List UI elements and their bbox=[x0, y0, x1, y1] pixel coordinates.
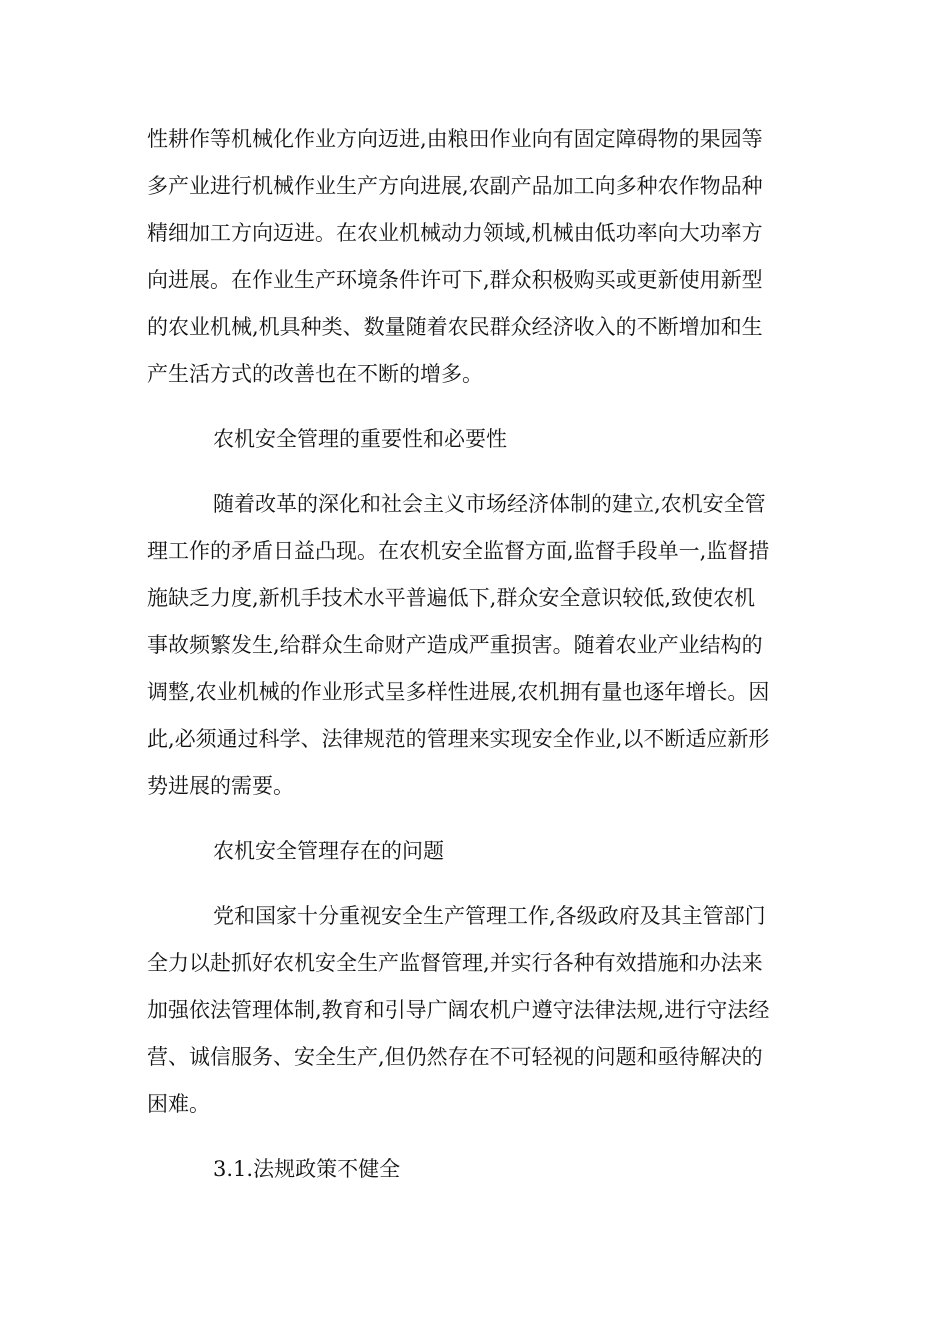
text-line: 向进展。在作业生产环境条件许可下,群众积极购买或更新使用新型 bbox=[147, 268, 763, 292]
text-line: 随着改革的深化和社会主义市场经济体制的建立,农机安全管 bbox=[213, 492, 766, 516]
paragraph bbox=[147, 116, 807, 398]
section-heading: 农机安全管理的重要性和必要性 bbox=[213, 427, 507, 451]
text-line: 党和国家十分重视安全生产管理工作,各级政府及其主管部门 bbox=[213, 904, 766, 928]
document-body bbox=[147, 116, 807, 1193]
text-line: 营、诚信服务、安全生产,但仍然存在不可轻视的问题和亟待解决的 bbox=[147, 1045, 763, 1069]
section-heading: 农机安全管理存在的问题 bbox=[213, 839, 444, 863]
text-line: 困难。 bbox=[147, 1092, 210, 1116]
paragraph bbox=[147, 893, 807, 1128]
text-line: 性耕作等机械化作业方向迈进,由粮田作业向有固定障碍物的果园等 bbox=[147, 127, 763, 151]
text-line: 的农业机械,机具种类、数量随着农民群众经济收入的不断增加和生 bbox=[147, 315, 763, 339]
text-line: 施缺乏力度,新机手技术水平普遍低下,群众安全意识较低,致使农机 bbox=[147, 586, 756, 610]
paragraph bbox=[147, 481, 807, 810]
text-line: 产生活方式的改善也在不断的增多。 bbox=[147, 362, 483, 386]
text-line: 理工作的矛盾日益凸现。在农机安全监督方面,监督手段单一,监督措 bbox=[147, 539, 770, 563]
text-line: 加强依法管理体制,教育和引导广阔农机户遵守法律法规,进行守法经 bbox=[147, 998, 770, 1022]
text-line: 精细加工方向迈进。在农业机械动力领域,机械由低功率向大功率方 bbox=[147, 221, 763, 245]
text-line: 多产业进行机械作业生产方向进展,农副产品加工向多种农作物品种 bbox=[147, 174, 763, 198]
text-line: 此,必须通过科学、法律规范的管理来实现安全作业,以不断适应新形 bbox=[147, 727, 770, 751]
text-line: 事故频繁发生,给群众生命财产造成严重损害。随着农业产业结构的 bbox=[147, 633, 763, 657]
text-line: 调整,农业机械的作业形式呈多样性进展,农机拥有量也逐年增长。因 bbox=[147, 680, 770, 704]
section-heading: 3.1.法规政策不健全 bbox=[213, 1157, 401, 1181]
text-line: 全力以赴抓好农机安全生产监督管理,并实行各种有效措施和办法来 bbox=[147, 951, 763, 975]
text-line: 势进展的需要。 bbox=[147, 774, 294, 798]
